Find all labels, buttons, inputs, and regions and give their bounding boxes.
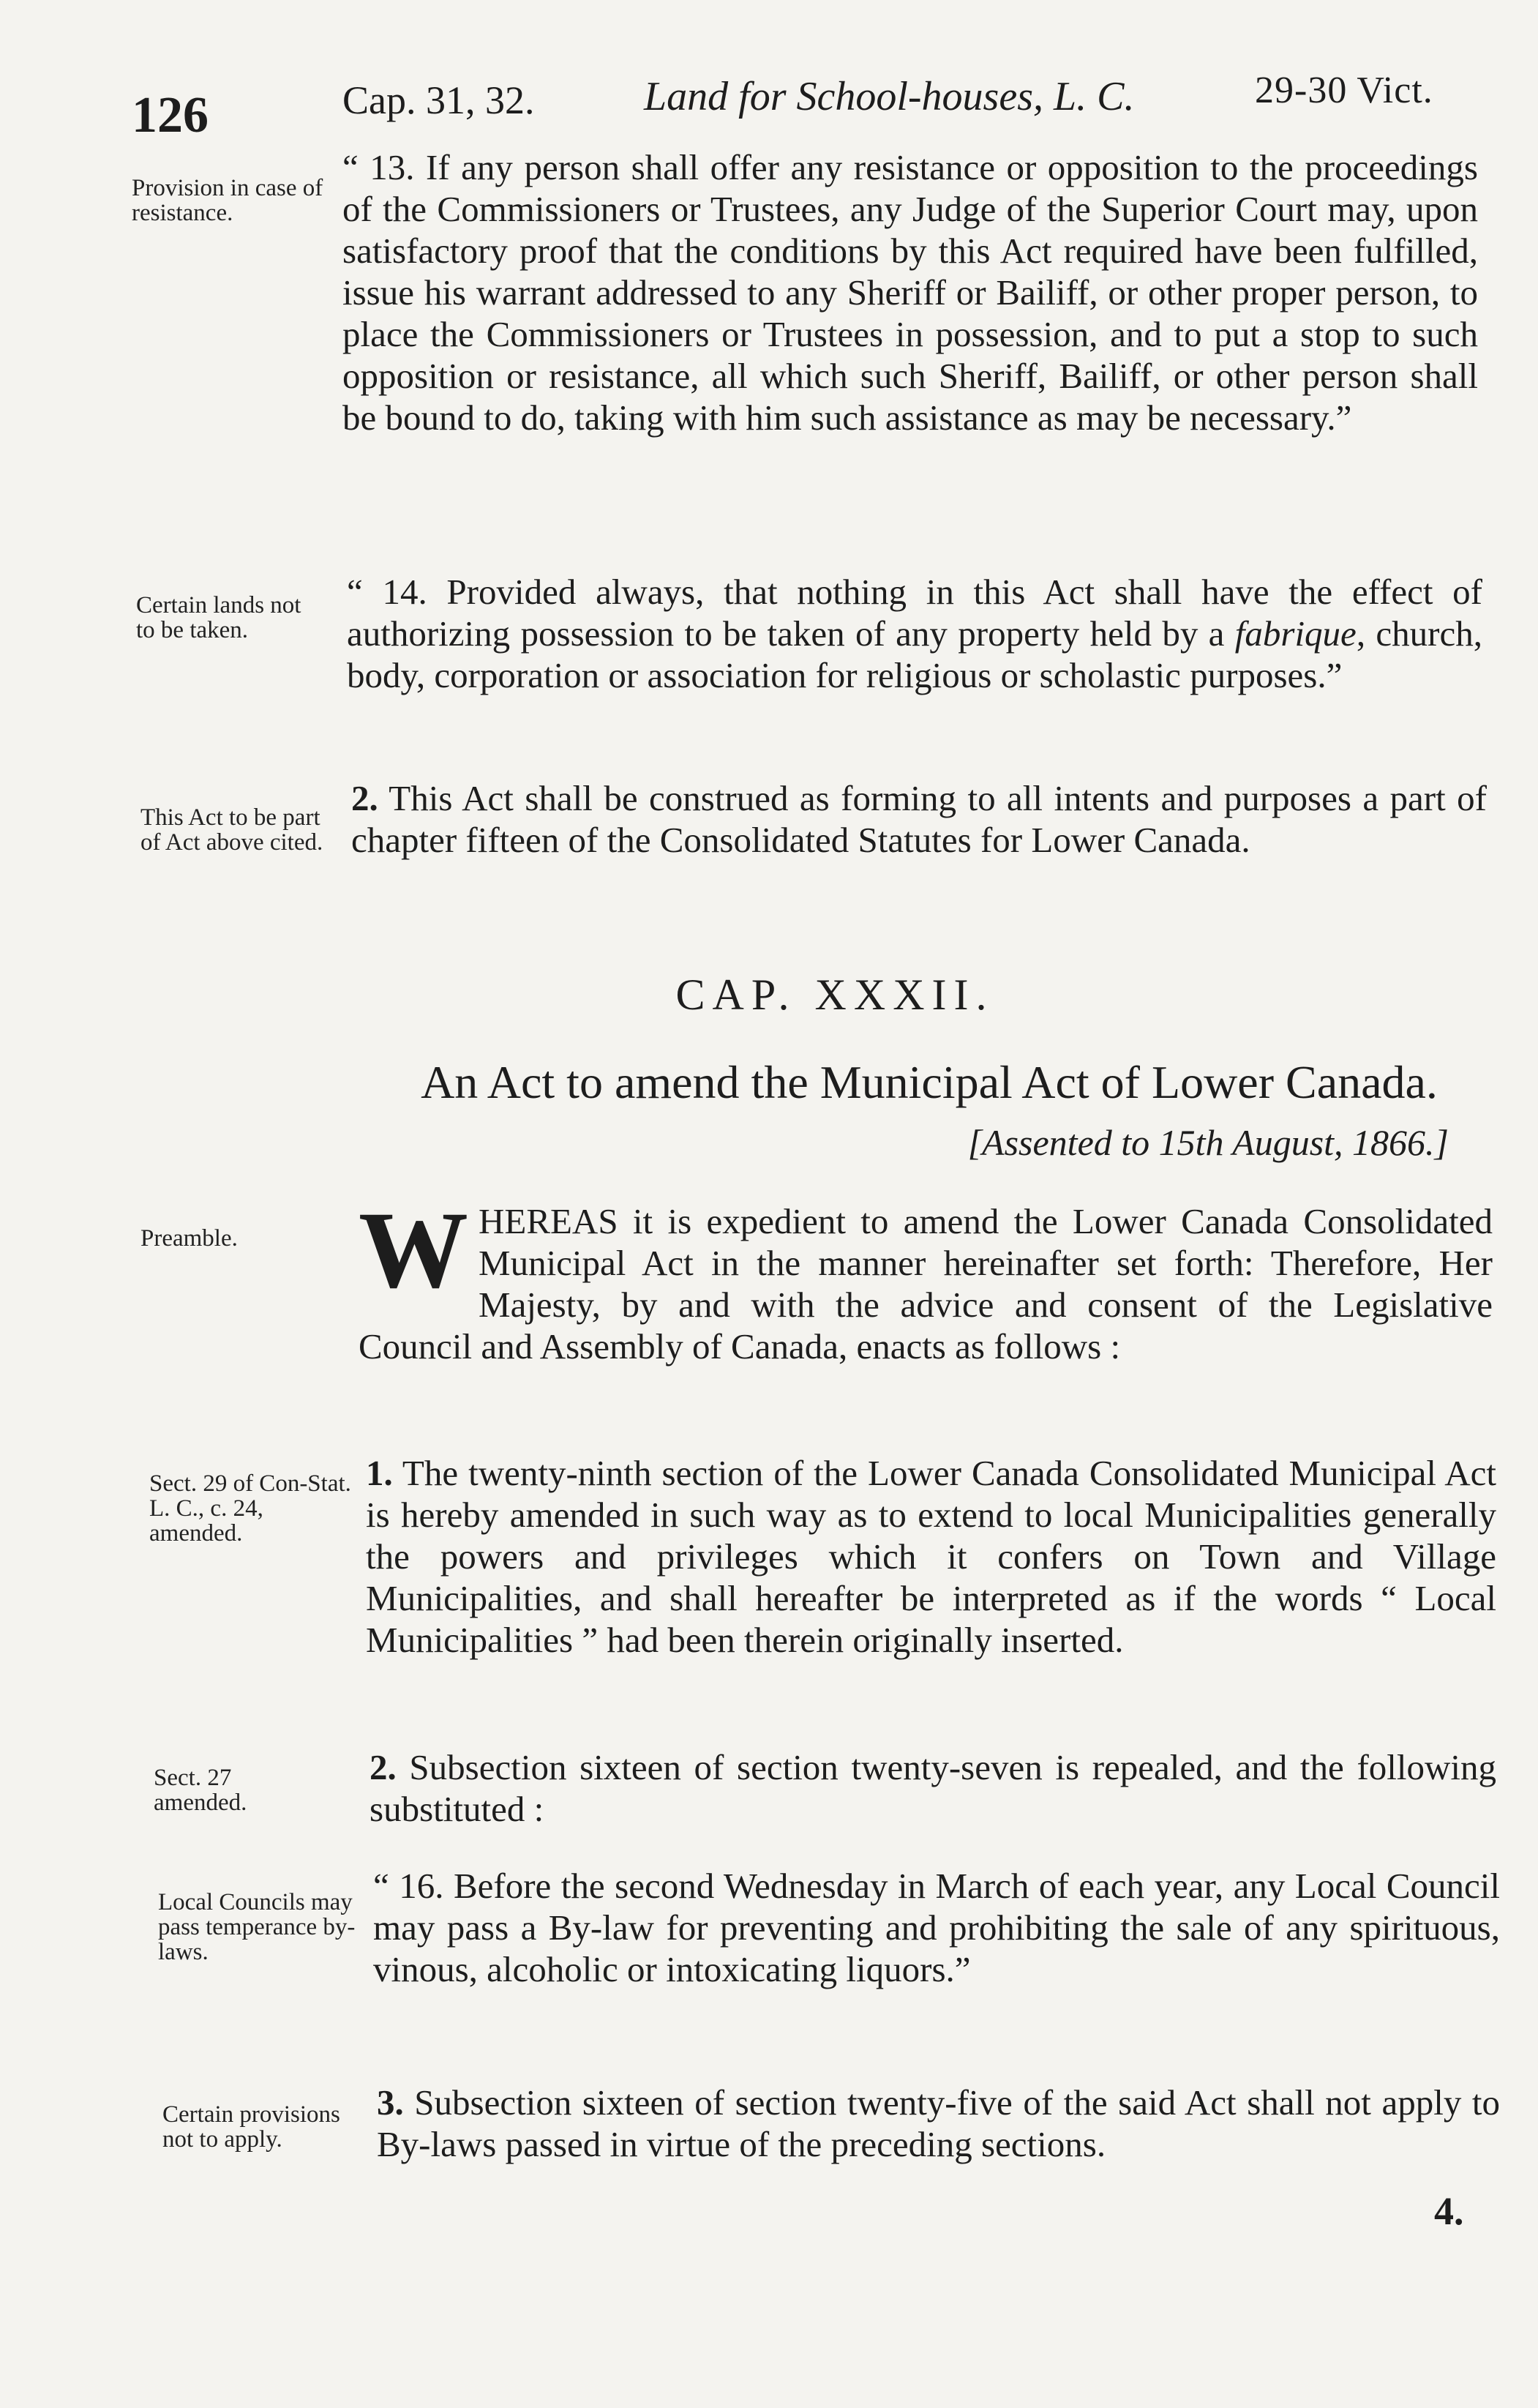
section-2-body: This Act shall be construed as forming to all intents and purposes a part of chapter fifteen of the Consolidated Statutes for Lower Canada.: [351, 778, 1487, 860]
margin-note-preamble: Preamble.: [140, 1225, 238, 1252]
fabrique-italic: fabrique: [1234, 613, 1357, 654]
subsection-16-text: “ 16. Before the second Wednesday in March of each year, any Local Council may pass a By-law for preventing and prohibiting the sale of any spirituous, vinous, alcoholic or intoxicating liquors.”: [373, 1866, 1500, 1989]
margin-note-resistance: Provision in case of resistance.: [132, 175, 323, 226]
enactment-3-text: [377, 2082, 1500, 2165]
enactment-number: 1.: [366, 1453, 393, 1493]
margin-note-part-of-act: This Act to be part of Act above cited.: [140, 804, 323, 856]
section-14-text: [347, 571, 1482, 696]
enactment-2-text: [370, 1746, 1496, 1830]
chapter-reference: Cap. 31, 32.: [342, 78, 535, 122]
enactment-number: 2.: [370, 1747, 397, 1787]
margin-note-temperance: Local Councils may pass temperance by-laws.: [158, 1889, 356, 1965]
act-title: An Act to amend the Municipal Act of Lower Canada.: [421, 1056, 1438, 1108]
enactment-2-body: Subsection sixteen of section twenty-seven is repealed, and the following substituted :: [370, 1747, 1496, 1829]
margin-note-provisions: Certain provisions not to apply.: [162, 2101, 340, 2153]
page-number: 126: [132, 87, 209, 143]
enactment-1-text: [366, 1452, 1496, 1661]
enactment-number: 3.: [377, 2082, 404, 2123]
running-head: [0, 64, 1538, 143]
margin-note-sect-27: Sect. 27 amended.: [154, 1765, 247, 1816]
enactment-1-body: The twenty-ninth section of the Lower Canada Consolidated Municipal Act is hereby amended in such way as to extend to local Municipalities generally the powers and privileges which it confers on Town and Village Municipalities, and shall hereafter be interpreted as if the words “ Local Municipalities ” had been therein originally inserted.: [366, 1453, 1496, 1660]
section-2-text: [351, 777, 1487, 861]
preamble-text: [359, 1189, 1493, 1367]
section-number: 2.: [351, 778, 378, 818]
margin-note-sect-29: Sect. 29 of Con-Stat. L. C., c. 24, amended.: [149, 1470, 351, 1547]
drop-cap: W: [359, 1189, 468, 1311]
section-14-text-before: “ 14. Provided always, that nothing in this Act shall have the effect of authorizing possession to be taken of any property held by a: [347, 572, 1482, 654]
catchword: 4.: [1434, 2189, 1464, 2233]
running-title: Land for School-houses, L. C.: [644, 74, 1135, 119]
section-14-text-after: , church, body, corporation or association for religious or scholastic purposes.”: [347, 613, 1482, 695]
regnal-year: 29-30 Vict.: [1255, 70, 1433, 111]
chapter-heading: CAP. XXXII.: [675, 971, 994, 1019]
margin-note-lands: Certain lands not to be taken.: [136, 592, 301, 643]
section-13-text: “ 13. If any person shall offer any resistance or opposition to the proceedings of the Commissioners or Trustees, any Judge of the Superior Court may, upon satisfactory proof that the conditions by this Act required have been fulfilled, issue his warrant addressed to any Sheriff or Bailiff, or other proper person, to place the Commissioners or Trustees in possession, and to put a stop to such opposition or resistance, all which such Sheriff, Bailiff, or other person shall be bound to do, taking with him such assistance as may be necessary.”: [342, 147, 1478, 438]
assent-date: [Assented to 15th August, 1866.]: [967, 1122, 1449, 1163]
enactment-3-body: Subsection sixteen of section twenty-five of the said Act shall not apply to By-laws passed in virtue of the preceding sections.: [377, 2082, 1500, 2164]
preamble-body: HEREAS it is expedient to amend the Lower Canada Consolidated Municipal Act in the manner hereinafter set forth: Therefore, Her Majesty, by and with the advice and consent of the Legislative Council and Assembly of Canada, enacts as follows :: [359, 1201, 1493, 1366]
